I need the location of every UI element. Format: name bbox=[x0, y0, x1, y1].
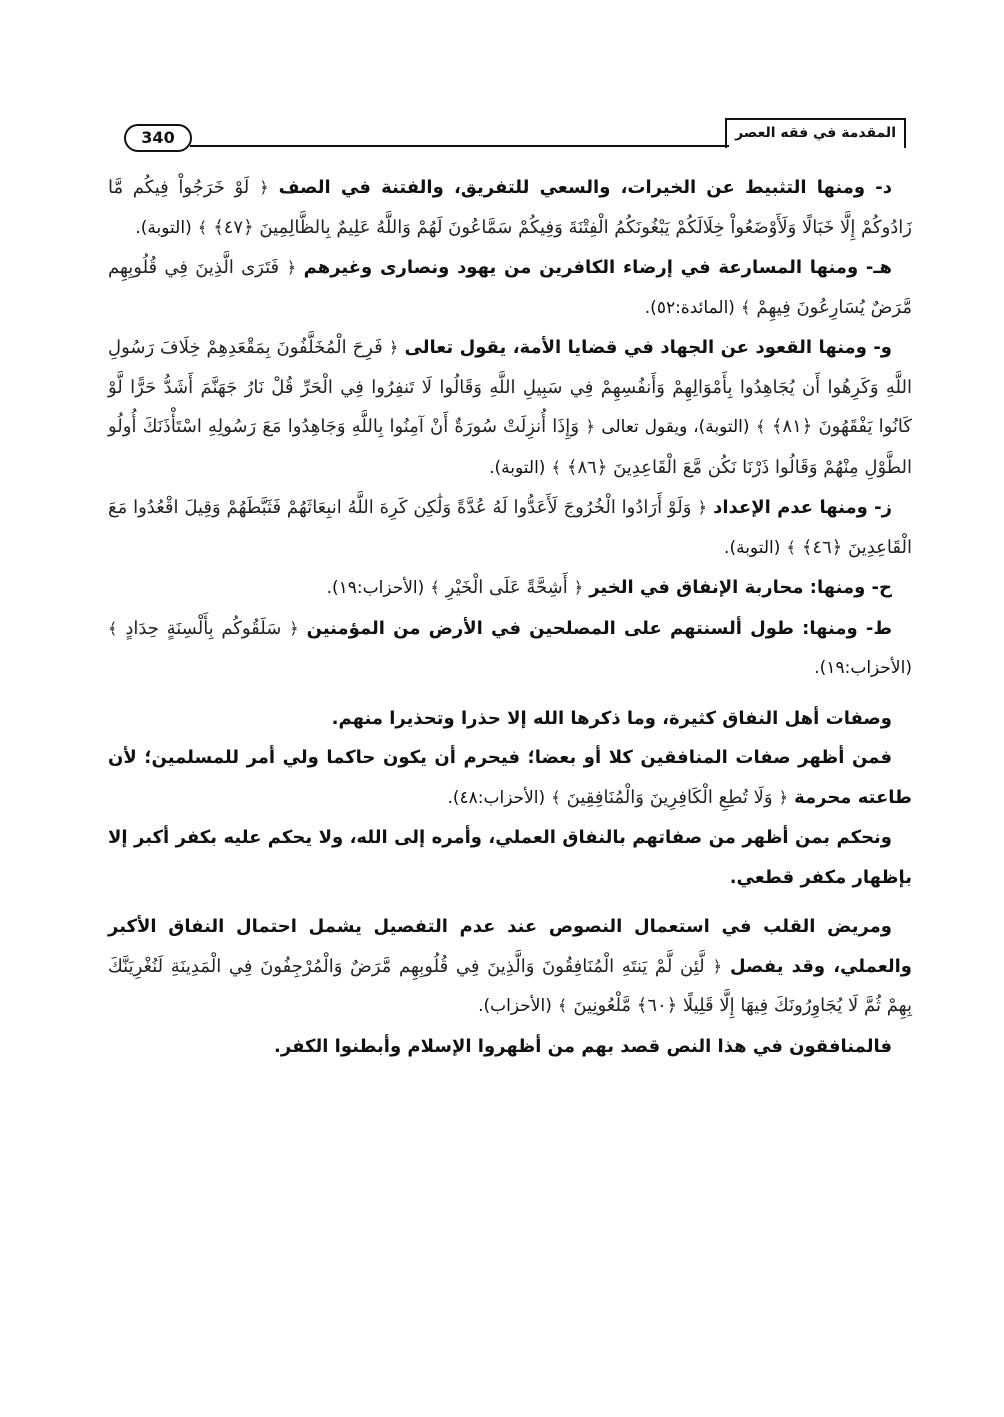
verse-close-ornament: ﴾ bbox=[740, 297, 751, 317]
body-paragraph-2-text: فمن أظهر صفات المنافقين كلا أو بعضا؛ فيحرم أن يكون حاكما ولي أمر للمسلمين؛ لأن طاعته محرمة bbox=[108, 747, 912, 808]
paragraph-ta bbox=[108, 609, 912, 689]
paragraph-z bbox=[108, 488, 912, 568]
paragraph-w bbox=[108, 328, 912, 488]
page-content bbox=[108, 168, 912, 1066]
verse-open-ornament: ﴿ bbox=[573, 578, 584, 597]
paragraph-w-lead: و- ومنها القعود عن الجهاد في قضايا الأمة، يقول تعالى bbox=[404, 337, 892, 358]
paragraph-ha-lead: ح- ومنها: محاربة الإنفاق في الخير bbox=[589, 577, 892, 598]
verse-open-ornament: ﴿ bbox=[286, 258, 297, 277]
paragraph-h bbox=[108, 248, 912, 328]
paragraph-d-lead: د- ومنها التثبيط عن الخيرات، والسعي للتفريق، والفتنة في الصف bbox=[278, 177, 893, 198]
page-header bbox=[110, 118, 906, 148]
body-paragraph-1 bbox=[108, 699, 912, 739]
verse-close-ornament: ﴾ bbox=[557, 996, 568, 1015]
paragraph-w-verse2: وَإِذَا أُنزِلَتْ سُورَةٌ أَنْ آمِنُوا بِاللَّهِ وَجَاهِدُوا مَعَ رَسُولِهِ اسْتَأْذَنَكَ أُولُو الطَّوْلِ مِنْهُمْ وَقَالُوا ذَرْنَا نَكُن مَّعَ الْقَاعِدِينَ ﴿٨٦﴾ bbox=[108, 416, 912, 478]
paragraph-ha bbox=[108, 568, 912, 609]
verse-open-ornament: ﴿ bbox=[388, 338, 399, 357]
verse-open-ornament: ﴿ bbox=[712, 956, 722, 976]
body-paragraph-4 bbox=[108, 907, 912, 1027]
paragraph-ta-lead: ط- ومنها: طول ألسنتهم على المصلحين في الأرض من المؤمنين bbox=[306, 617, 893, 639]
paragraph-z-lead: ز- ومنها عدم الإعداد bbox=[713, 497, 892, 518]
body-paragraph-2 bbox=[108, 738, 912, 818]
paragraph-z-ref: (التوبة). bbox=[724, 537, 781, 558]
paragraph-ha-ref: (الأحزاب:١٩). bbox=[326, 578, 425, 598]
verse-close-ornament: ﴾ bbox=[197, 217, 208, 237]
paragraph-ha-verse: أَشِحَّةً عَلَى الْخَيْرِ bbox=[445, 577, 568, 598]
body-paragraph-2-verse: وَلَا تُطِعِ الْكَافِرِينَ وَالْمُنَافِقِينَ bbox=[566, 786, 773, 808]
verse-close-ornament: ﴾ bbox=[430, 578, 440, 597]
page-number-box bbox=[110, 124, 270, 146]
page-number: 340 bbox=[124, 124, 192, 152]
verse-close-ornament: ﴾ bbox=[551, 457, 561, 477]
verse-open-ornament: ﴿ bbox=[697, 498, 707, 517]
body-paragraph-3-text: ونحكم بمن أظهر من صفاتهم بالنفاق العملي، وأمره إلى الله، ولا يحكم عليه بكفر أكبر إلا بإظهار مكفر قطعي. bbox=[108, 827, 912, 888]
paragraph-w-ref: (التوبة)، ويقول تعالى bbox=[601, 417, 750, 437]
body-paragraph-4-ref: (الأحزاب). bbox=[478, 996, 552, 1016]
body-paragraph-5-text: فالمنافقون في هذا النص قصد بهم من أظهروا الإسلام وأبطنوا الكفر. bbox=[274, 1035, 892, 1057]
body-paragraph-3 bbox=[108, 818, 912, 897]
paragraph-d-ref: (التوبة). bbox=[135, 217, 192, 238]
verse-open-ornament: ﴿ bbox=[259, 178, 269, 197]
body-paragraph-4-verse: لَّئِن لَّمْ يَنتَهِ الْمُنَافِقُونَ وَالَّذِينَ فِي قُلُوبِهِم مَّرَضٌ وَالْمُرْجِفُونَ فِي الْمَدِينَةِ لَنُغْرِيَنَّكَ بِهِمْ ثُمَّ لَا يُجَاوِرُونَكَ فِيهَا إِلَّا قَلِيلًا ﴿٦٠﴾ مَّلْعُونِينَ bbox=[108, 955, 912, 1016]
verse-close-ornament: ﴾ bbox=[108, 618, 118, 638]
body-paragraph-1-text: وصفات أهل النفاق كثيرة، وما ذكرها الله إلا حذرا وتحذيرا منهم. bbox=[331, 707, 892, 729]
paragraph-w-ref2: (التوبة). bbox=[489, 457, 546, 478]
book-title: المقدمة في فقه العصر bbox=[725, 118, 906, 148]
paragraph-ta-ref: (الأحزاب:١٩). bbox=[814, 658, 912, 678]
spacer bbox=[108, 897, 912, 907]
paragraph-w-verse: فَرِحَ الْمُخَلَّفُونَ بِمَقْعَدِهِمْ خِلَافَ رَسُولِ اللَّهِ وَكَرِهُوا أَن يُجَاهِدُوا بِأَمْوَالِهِمْ وَأَنفُسِهِمْ فِي سَبِيلِ اللَّهِ وَقَالُوا لَا تَنفِرُوا فِي الْحَرِّ قُلْ نَارُ جَهَنَّمَ أَشَدُّ حَرًّا لَّوْ كَانُوا يَفْقَهُونَ ﴿٨١﴾ bbox=[108, 337, 912, 437]
verse-close-ornament: ﴾ bbox=[786, 537, 796, 557]
paragraph-d-verse: لَوْ خَرَجُواْ فِيكُم مَّا زَادُوكُمْ إِلَّا خَبَالًا وَلَأَوْضَعُواْ خِلَالَكُمْ يَبْغُونَكُمُ الْفِتْنَةَ وَفِيكُمْ سَمَّاعُونَ لَهُمْ وَاللَّهُ عَلِيمٌ بِالظَّالِمِينَ ﴿٤٧﴾ bbox=[108, 177, 912, 238]
paragraph-h-lead: هـ- ومنها المسارعة في إرضاء الكافرين من يهود ونصارى وغيرهم bbox=[303, 257, 893, 278]
spacer bbox=[108, 689, 912, 699]
body-paragraph-4-text: ومريض القلب في استعمال النصوص عند عدم التفصيل يشمل احتمال النفاق الأكبر والعملي، وقد يفصل bbox=[108, 916, 912, 977]
header-rule bbox=[190, 145, 729, 147]
paragraph-d bbox=[108, 168, 912, 248]
body-paragraph-5 bbox=[108, 1027, 912, 1067]
verse-open-ornament: ﴿ bbox=[289, 618, 299, 638]
verse-open-ornament: ﴿ bbox=[585, 417, 595, 436]
body-paragraph-2-ref: (الأحزاب:٤٨). bbox=[447, 787, 546, 808]
verse-close-ornament: ﴾ bbox=[756, 417, 766, 436]
verse-close-ornament: ﴾ bbox=[551, 787, 561, 807]
paragraph-h-verse: فَتَرَى الَّذِينَ فِي قُلُوبِهِم مَّرَضٌ يُسَارِعُونَ فِيهِمْ bbox=[108, 257, 912, 318]
verse-open-ornament: ﴿ bbox=[778, 787, 789, 807]
paragraph-ta-verse: سَلَقُوكُم بِأَلْسِنَةٍ حِدَادٍ bbox=[125, 617, 282, 639]
paragraph-z-verse: وَلَوْ أَرَادُوا الْخُرُوجَ لَأَعَدُّوا لَهُ عُدَّةً وَلَٰكِن كَرِهَ اللَّهُ انبِعَاثَهُمْ فَثَبَّطَهُمْ وَقِيلَ اقْعُدُوا مَعَ الْقَاعِدِينَ ﴿٤٦﴾ bbox=[108, 497, 912, 558]
paragraph-h-ref: (المائدة:٥٢). bbox=[644, 297, 735, 318]
